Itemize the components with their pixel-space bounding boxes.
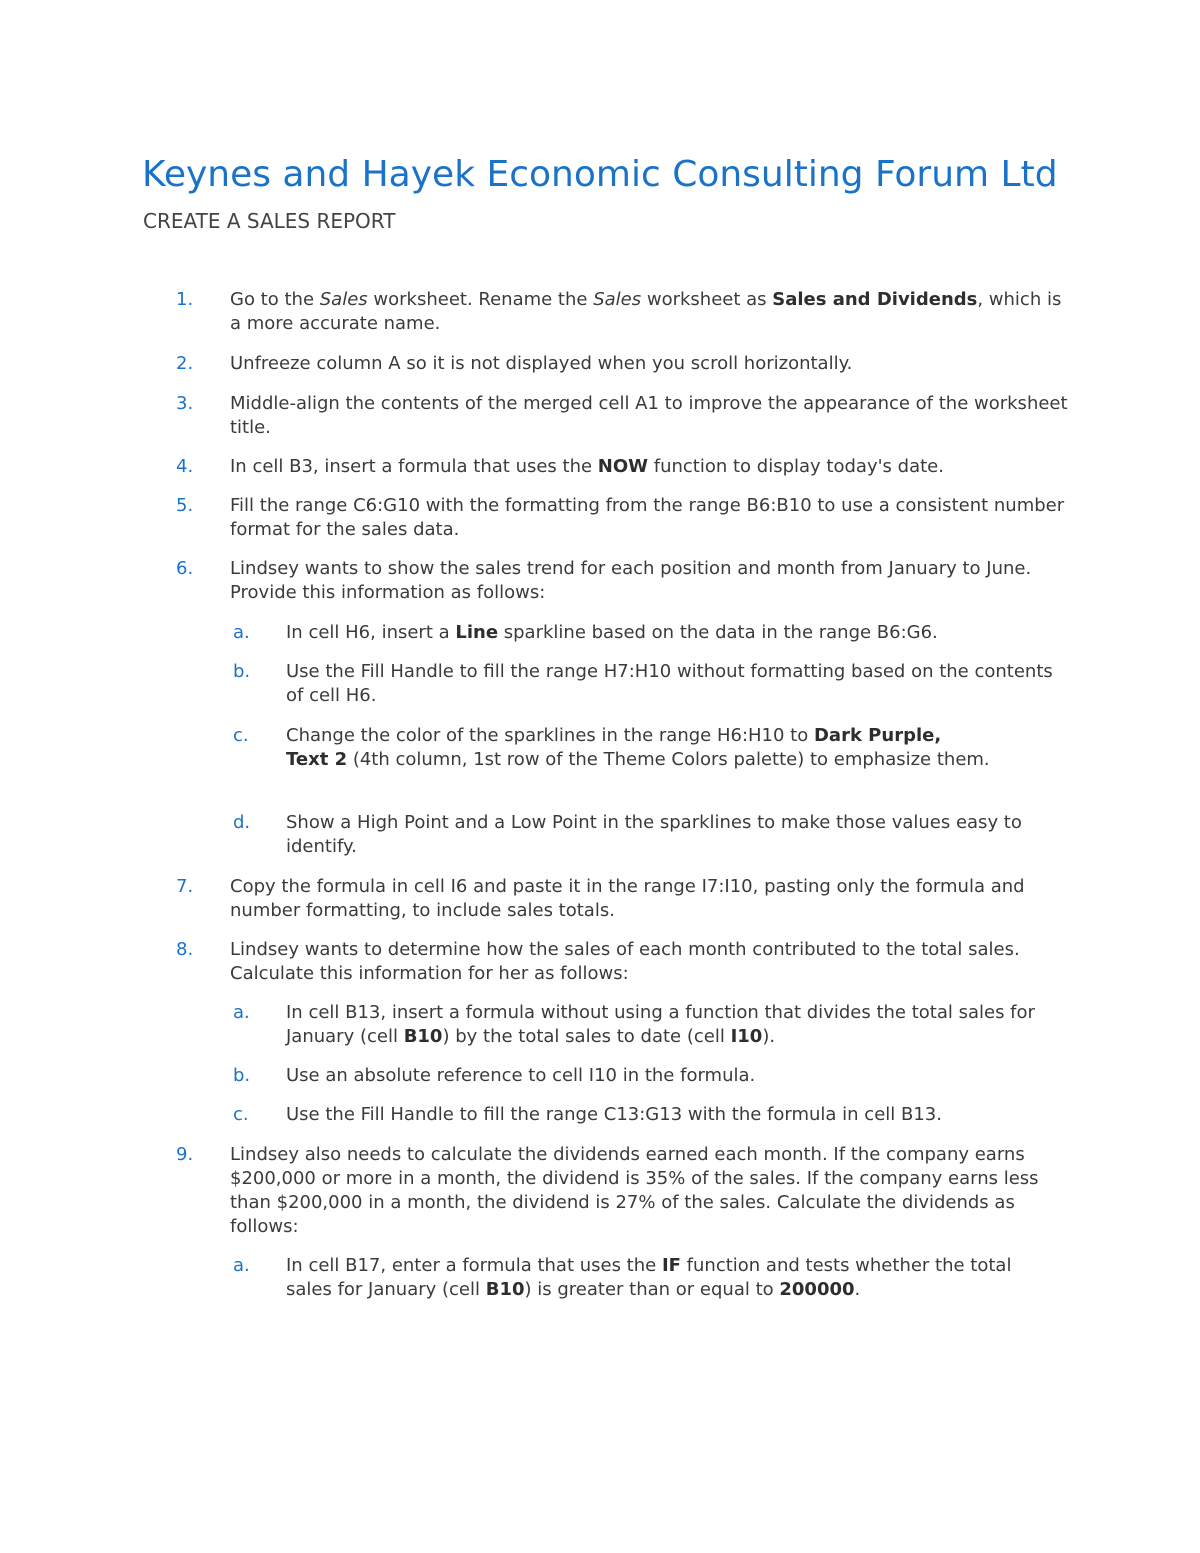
text-run: In cell B13, insert a formula without using a function that divides the total sales for January (cell xyxy=(286,1002,1035,1047)
text-run: In cell B17, enter a formula that uses the xyxy=(286,1255,662,1276)
substep-text: Use an absolute reference to cell I10 in the formula. xyxy=(286,1065,756,1086)
bold-run: Dark Purple, xyxy=(813,725,942,746)
page-subtitle: CREATE A SALES REPORT xyxy=(143,209,396,233)
text-run: worksheet as xyxy=(641,289,773,310)
text-run: (4th column, 1st row of the Theme Colors palette) to emphasize them. xyxy=(347,749,990,770)
text-run: ) is greater than or equal to xyxy=(524,1279,780,1300)
substep-text: Use the Fill Handle to fill the range H7:H10 without formatting based on the contents of cell H6. xyxy=(286,661,1053,706)
text-run: In cell B3, insert a formula that uses the xyxy=(230,456,598,477)
substep-text xyxy=(286,621,1056,645)
step-text: Lindsey also needs to calculate the dividends earned each month. If the company earns $200,000 or more in a month, the dividend is 35% of the sales. If the company earns less than $200,000 in a month, the dividend is 27% of the sales. Calculate the dividends as follows: xyxy=(230,1144,1039,1237)
step-number: 8. xyxy=(176,939,194,960)
step-number: 9. xyxy=(176,1144,194,1165)
text-run: worksheet. Rename the xyxy=(367,289,594,310)
substep-text xyxy=(286,1254,1056,1302)
italic-run: Sales xyxy=(593,289,642,310)
step-text: Unfreeze column A so it is not displayed when you scroll horizontally. xyxy=(230,353,853,374)
substep-letter: d. xyxy=(233,812,251,833)
step-number: 1. xyxy=(176,289,194,310)
step-number: 3. xyxy=(176,393,194,414)
step-text: Lindsey wants to show the sales trend for each position and month from January to June. Provide this information as follows: xyxy=(230,558,1032,603)
bold-run: IF xyxy=(661,1255,681,1276)
substep-letter: b. xyxy=(233,661,251,682)
text-run: ). xyxy=(762,1026,776,1047)
step-number: 6. xyxy=(176,558,194,579)
italic-run: Sales xyxy=(319,289,368,310)
text-run: sparkline based on the data in the range B6:G6. xyxy=(498,622,938,643)
step-number: 4. xyxy=(176,456,194,477)
bold-run: Sales and Dividends xyxy=(772,289,978,310)
bold-run: B10 xyxy=(485,1279,525,1300)
bold-run: Line xyxy=(455,622,499,643)
step-text xyxy=(230,455,1075,479)
step-number: 2. xyxy=(176,353,194,374)
substep-letter: c. xyxy=(233,1104,249,1125)
substep-text xyxy=(286,1001,1056,1049)
substep-letter: a. xyxy=(233,1002,250,1023)
step-number: 7. xyxy=(176,876,194,897)
substep-text: Use the Fill Handle to fill the range C13:G13 with the formula in cell B13. xyxy=(286,1104,942,1125)
substep-letter: b. xyxy=(233,1065,251,1086)
substep-letter: a. xyxy=(233,622,250,643)
bold-run: NOW xyxy=(597,456,649,477)
text-run: Go to the xyxy=(230,289,320,310)
text-run: function and tests whether the total sales for January (cell xyxy=(286,1255,1012,1300)
text-run: Change the color of the sparklines in the range H6:H10 to xyxy=(286,725,814,746)
bold-run: 200000 xyxy=(779,1279,855,1300)
step-text xyxy=(230,288,1075,336)
text-run: ) by the total sales to date (cell xyxy=(442,1026,731,1047)
substep-text xyxy=(286,724,1056,772)
bold-run: B10 xyxy=(403,1026,443,1047)
page-title: Keynes and Hayek Economic Consulting Forum Ltd xyxy=(142,154,1058,195)
bold-run: I10 xyxy=(730,1026,763,1047)
step-text: Middle-align the contents of the merged cell A1 to improve the appearance of the worksheet title. xyxy=(230,393,1068,438)
substep-text: Show a High Point and a Low Point in the sparklines to make those values easy to identify. xyxy=(286,812,1022,857)
step-number: 5. xyxy=(176,495,194,516)
text-run: In cell H6, insert a xyxy=(286,622,456,643)
step-text: Copy the formula in cell I6 and paste it in the range I7:I10, pasting only the formula and number formatting, to include sales totals. xyxy=(230,876,1025,921)
step-text: Fill the range C6:G10 with the formatting from the range B6:B10 to use a consistent number format for the sales data. xyxy=(230,495,1065,540)
text-run: function to display today's date. xyxy=(648,456,944,477)
bold-run: Text 2 xyxy=(286,749,348,770)
text-run: , which is a more accurate name. xyxy=(230,289,1062,334)
text-run: . xyxy=(854,1279,861,1300)
substep-letter: c. xyxy=(233,725,249,746)
step-text: Lindsey wants to determine how the sales of each month contributed to the total sales. Calculate this information for her as follows: xyxy=(230,939,1020,984)
substep-letter: a. xyxy=(233,1255,250,1276)
